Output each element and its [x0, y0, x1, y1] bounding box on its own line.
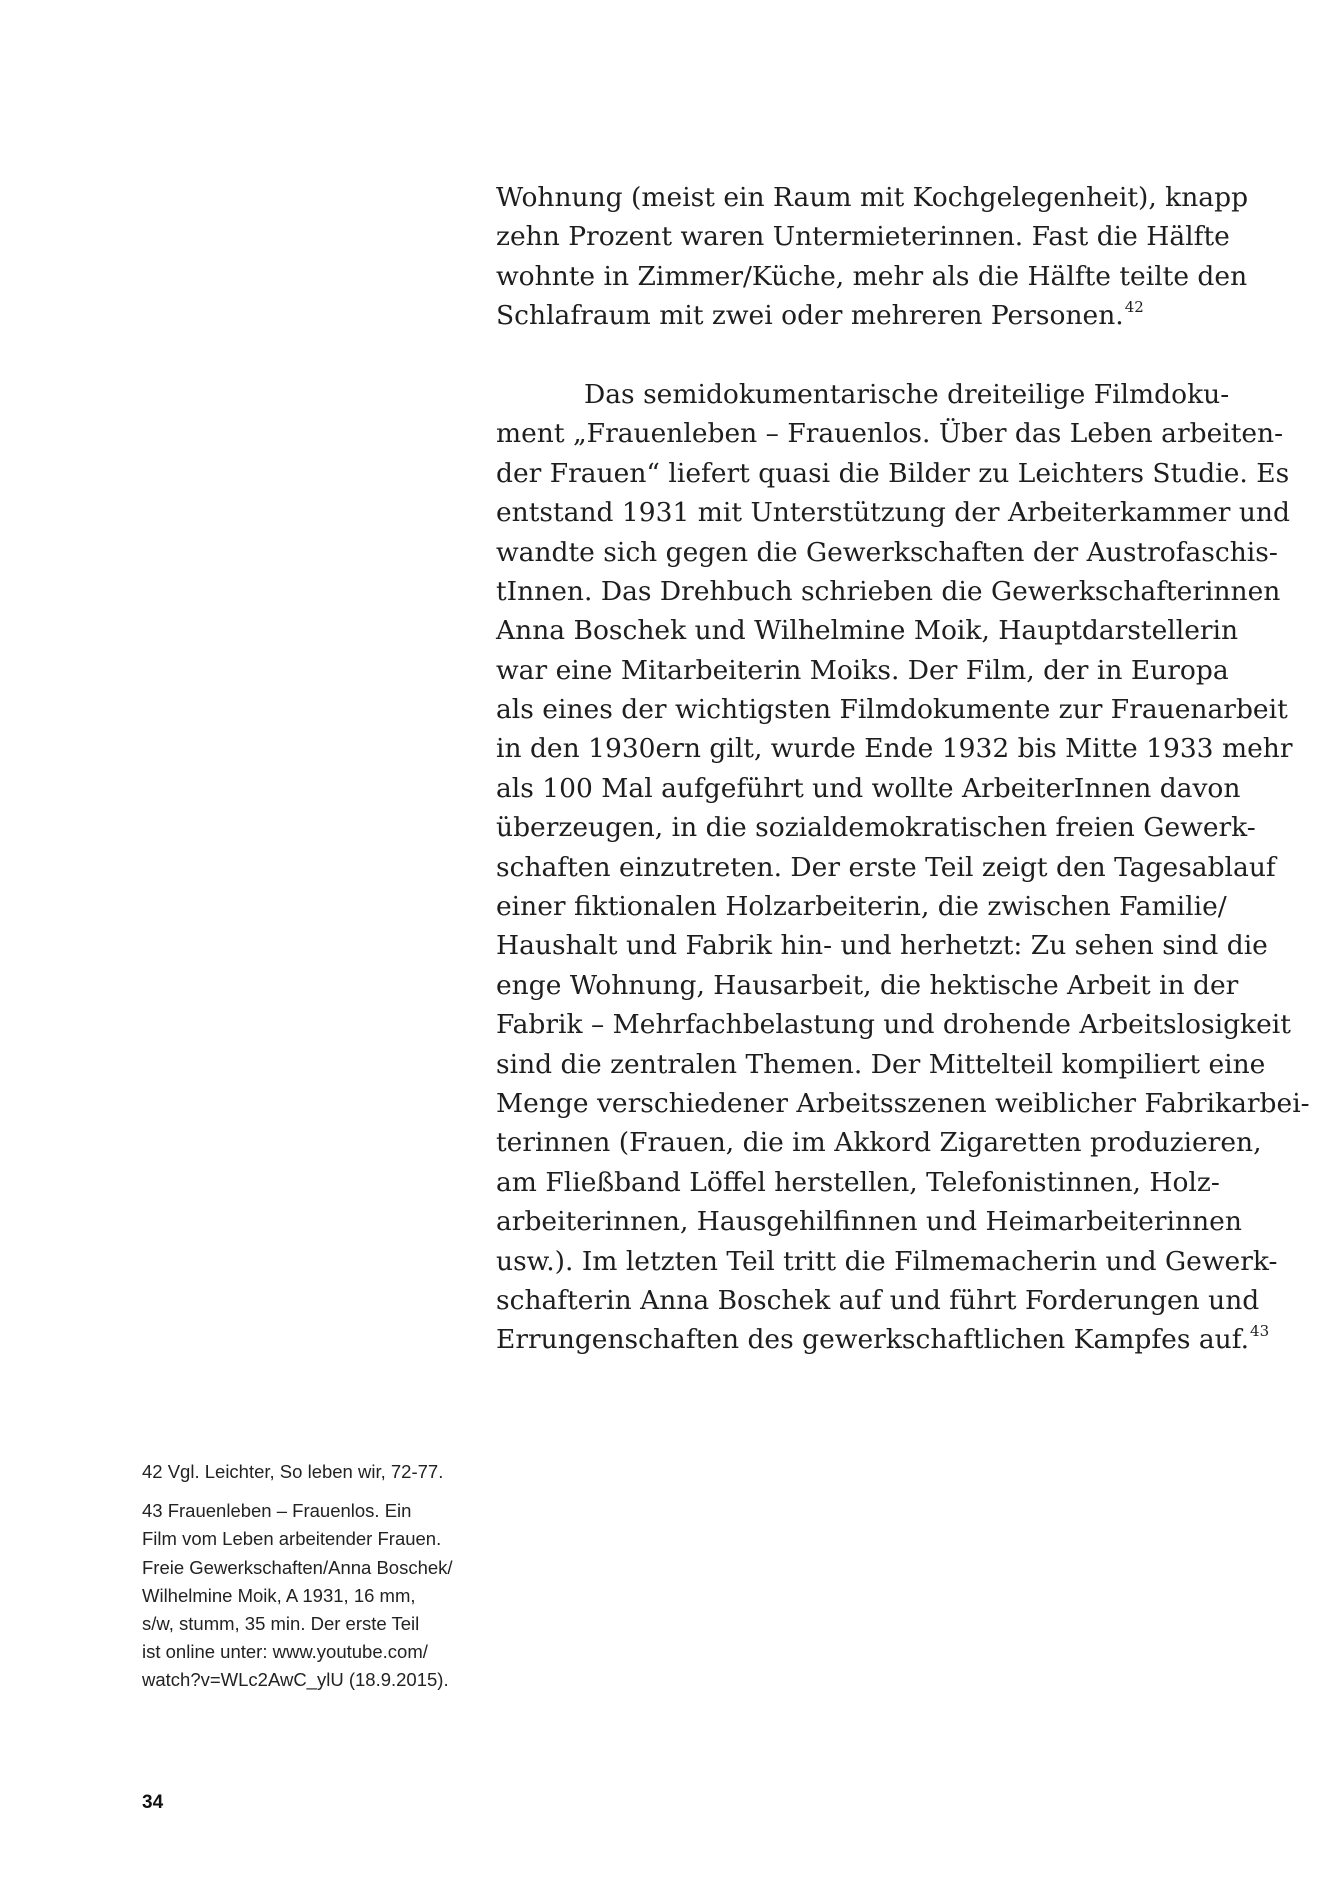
footnote-line: s/w, stumm, 35 min. Der erste Teil [142, 1613, 420, 1635]
body-line: Haushalt und Fabrik hin- und herhetzt: Zu sehen sind die [496, 930, 1268, 962]
body-line: wohnte in Zimmer/Küche, mehr als die Hälfte teilte den [496, 260, 1248, 292]
body-line: Wohnung (meist ein Raum mit Kochgelegenheit), knapp [496, 182, 1249, 213]
body-line-last [496, 296, 1186, 335]
body-line: in den 1930ern gilt, wurde Ende 1932 bis Mitte 1933 mehr [496, 733, 1293, 765]
body-line: einer fiktionalen Holzarbeiterin, die zwischen Familie/ [496, 891, 1227, 923]
body-line: arbeiterinnen, Hausgehilfinnen und Heimarbeiterinnen [496, 1206, 1242, 1238]
footnote-ref-42[interactable]: 42 [1124, 298, 1144, 317]
body-line: schaften einzutreten. Der erste Teil zeigt den Tagesablauf [496, 851, 1276, 883]
page-number: 34 [142, 1792, 164, 1813]
body-line: der Frauen“ liefert quasi die Bilder zu Leichters Studie. Es [496, 457, 1290, 489]
body-line-text: Schlafraum mit zwei oder mehreren Personen. [496, 300, 1124, 332]
body-line: entstand 1931 mit Unterstützung der Arbeiterkammer und [496, 497, 1290, 529]
body-line: Fabrik – Mehrfachbelastung und drohende Arbeitslosigkeit [496, 1009, 1291, 1041]
body-line: enge Wohnung, Hausarbeit, die hektische Arbeit in der [496, 969, 1239, 1001]
body-line: wandte sich gegen die Gewerkschaften der Austrofaschis- [496, 536, 1278, 568]
body-line: überzeugen, in die sozialdemokratischen freien Gewerk- [496, 812, 1256, 844]
body-line: schafterin Anna Boschek auf und führt Forderungen und [496, 1284, 1260, 1316]
footnote-line: Film vom Leben arbeitender Frauen. [142, 1528, 442, 1550]
footnote-43 [142, 1497, 482, 1694]
body-line: tInnen. Das Drehbuch schrieben die Gewerkschafterinnen [496, 575, 1281, 607]
body-text-column [496, 178, 1310, 1360]
body-line-last [496, 1320, 1270, 1359]
body-line: usw.). Im letzten Teil tritt die Filmemacherin und Gewerk- [496, 1245, 1278, 1277]
footnotes-block [142, 1458, 482, 1695]
body-line: terinnen (Frauen, die im Akkord Zigaretten produzieren, [496, 1127, 1262, 1159]
footnote-gap [142, 1486, 482, 1497]
body-line: als eines der wichtigsten Filmdokumente zur Frauenarbeit [496, 694, 1288, 726]
footnote-ref-43[interactable]: 43 [1250, 1322, 1270, 1341]
body-line: am Fließband Löffel herstellen, Telefonistinnen, Holz- [496, 1166, 1220, 1198]
footnote-line: 42 Vgl. Leichter, So leben wir, 72-77. [142, 1461, 444, 1482]
footnote-line: Freie Gewerkschaften/Anna Boschek/ [142, 1556, 453, 1578]
footnote-line: ist online unter: www.youtube.com/ [142, 1641, 428, 1663]
body-line-text: Errungenschaften des gewerkschaftlichen Kampfes auf. [496, 1324, 1250, 1356]
footnote-42 [142, 1458, 482, 1486]
footnote-line: Wilhelmine Moik, A 1931, 16 mm, [142, 1584, 416, 1606]
footnote-line: 43 Frauenleben – Frauenlos. Ein [142, 1500, 412, 1522]
body-line: ment „Frauenleben – Frauenlos. Über das Leben arbeiten- [496, 418, 1284, 450]
body-line: Anna Boschek und Wilhelmine Moik, Hauptdarstellerin [496, 615, 1239, 647]
footnote-line: watch?v=WLc2AwC_ylU (18.9.2015). [142, 1669, 449, 1691]
paragraph-1 [496, 178, 1249, 336]
body-line: als 100 Mal aufgeführt und wollte ArbeiterInnen davon [496, 772, 1241, 804]
body-line: sind die zentralen Themen. Der Mittelteil kompiliert eine [496, 1048, 1266, 1080]
body-line-indented: Das semidokumentarische dreiteilige Filmdoku- [584, 378, 1230, 410]
body-line: war eine Mitarbeiterin Moiks. Der Film, der in Europa [496, 654, 1229, 686]
body-line: zehn Prozent waren Untermieterinnen. Fast die Hälfte [496, 221, 1230, 253]
paragraph-gap [496, 336, 1186, 375]
body-line: Menge verschiedener Arbeitsszenen weiblicher Fabrikarbei- [496, 1087, 1310, 1119]
paragraph-2 [496, 375, 1310, 1360]
